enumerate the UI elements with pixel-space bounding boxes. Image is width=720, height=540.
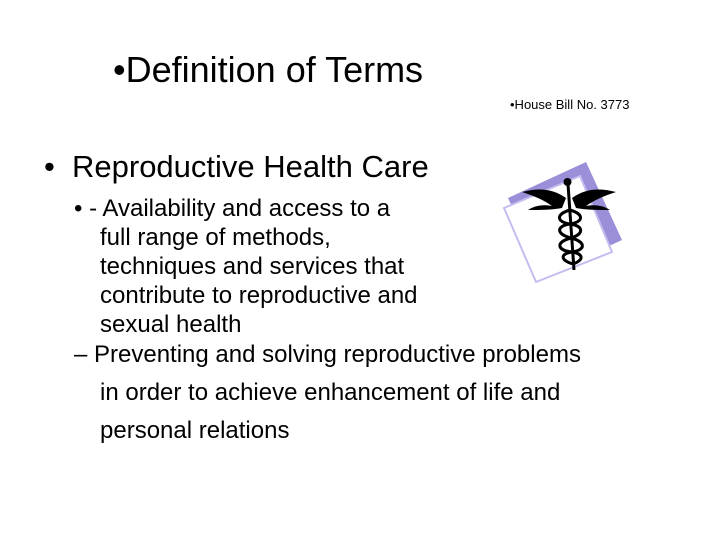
source-reference: •House Bill No. 3773 <box>510 97 630 112</box>
slide-title: •Definition of Terms <box>113 49 424 90</box>
dash-bullet-line: – Preventing and solving reproductive problems <box>74 341 581 368</box>
sub-bullet-line: contribute to reproductive and <box>100 282 418 309</box>
sub-bullet-line: • - Availability and access to a <box>74 195 391 222</box>
caduceus-icon <box>500 158 626 284</box>
definition-dash-bullet <box>74 336 714 450</box>
dash-bullet-line: in order to achieve enhancement of life and <box>100 379 561 406</box>
sub-bullet-line: full range of methods, <box>100 224 331 251</box>
section-heading <box>44 148 429 186</box>
heading-text: Reproductive Health Care <box>72 149 429 184</box>
heading-bullet: • <box>44 149 55 184</box>
sub-bullet-line: techniques and services that <box>100 253 405 280</box>
definition-sub-bullet <box>74 194 494 339</box>
sub-bullet-line: sexual health <box>100 311 242 338</box>
dash-bullet-line: personal relations <box>100 417 290 444</box>
